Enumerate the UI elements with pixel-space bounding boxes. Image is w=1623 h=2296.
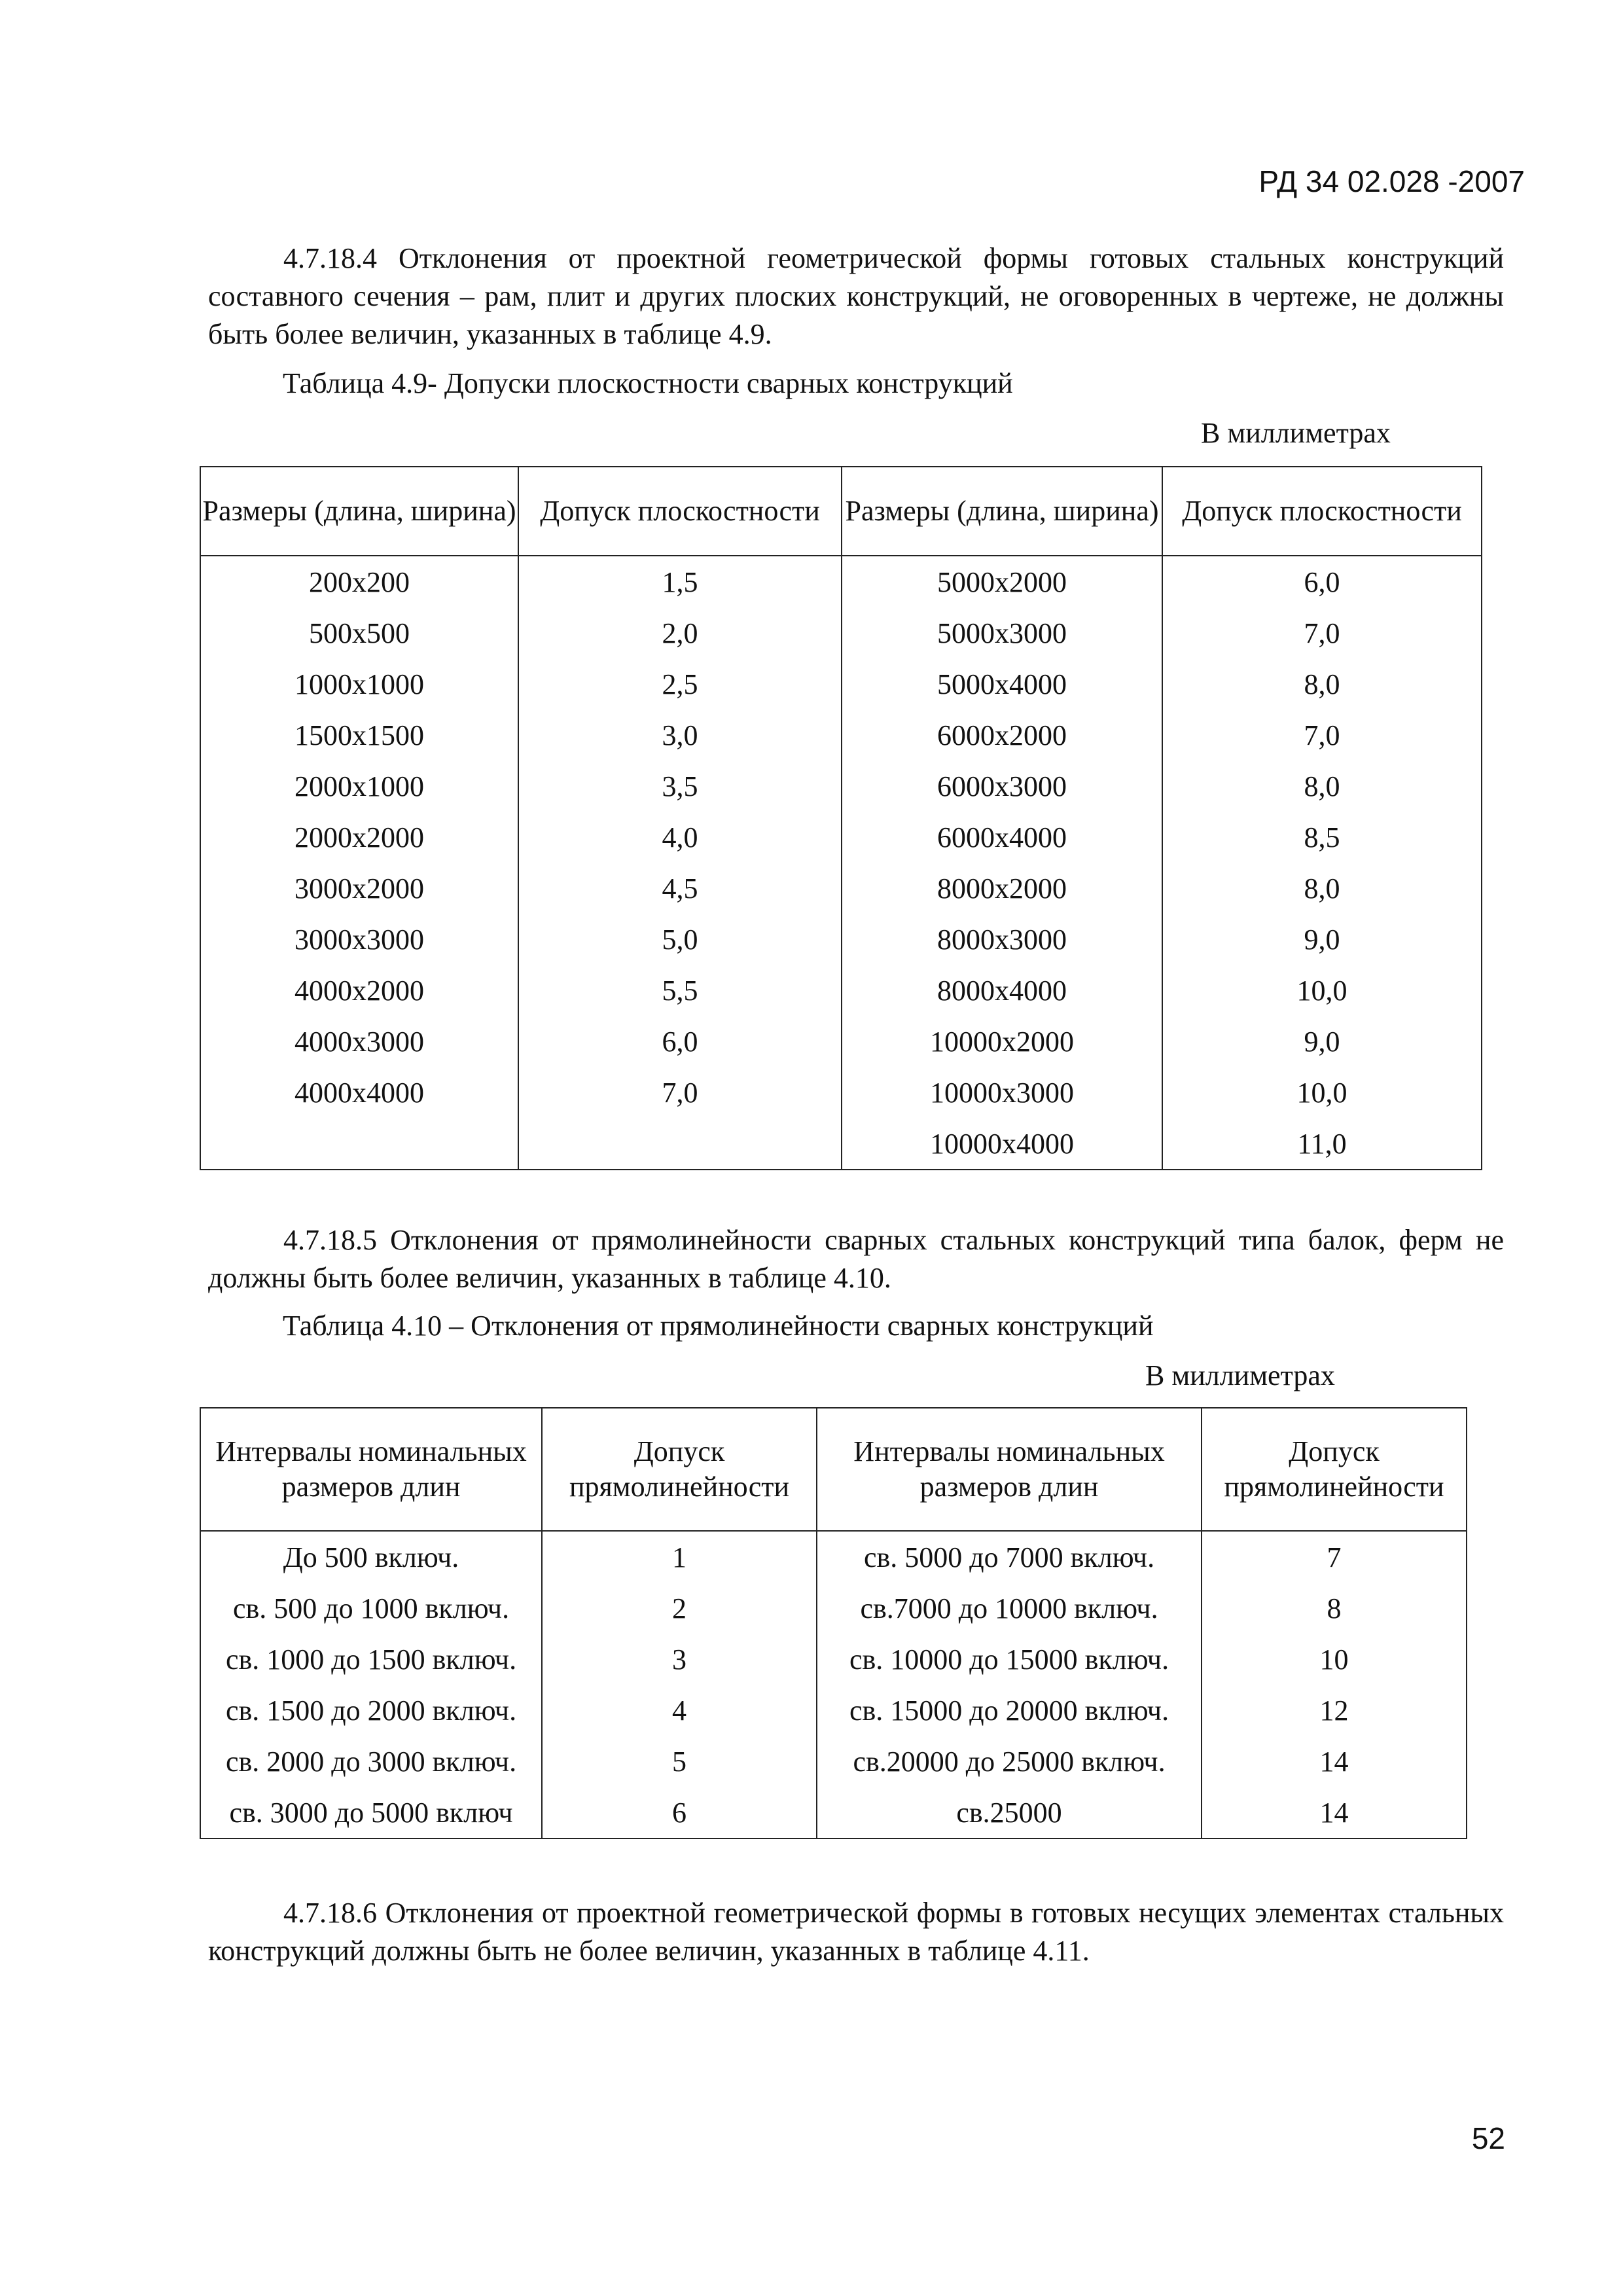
header-cell: Допуск плоскостности	[1162, 467, 1482, 556]
table-cell	[200, 1118, 518, 1170]
table-row	[200, 1583, 1467, 1634]
table-cell: 10,0	[1162, 965, 1482, 1016]
header-cell: Интервалы номинальных размеров длин	[200, 1408, 542, 1531]
table-cell: 11,0	[1162, 1118, 1482, 1170]
table-cell: 5,0	[518, 914, 842, 965]
table-cell: св.25000	[817, 1787, 1202, 1839]
table-cell: 8,5	[1162, 812, 1482, 863]
table-cell: 10000x3000	[842, 1067, 1162, 1118]
table-cell: 6,0	[518, 1016, 842, 1067]
table-cell: 10000x2000	[842, 1016, 1162, 1067]
table-cell: 4000x2000	[200, 965, 518, 1016]
table-cell: 5	[542, 1736, 817, 1787]
table-cell: 5000x2000	[842, 556, 1162, 607]
table-cell: 8,0	[1162, 761, 1482, 812]
table-row	[200, 607, 1482, 658]
table-cell: 5000x4000	[842, 658, 1162, 709]
table-row	[200, 1787, 1467, 1839]
table-cell: 7,0	[1162, 709, 1482, 761]
header-cell: Размеры (длина, ширина)	[842, 467, 1162, 556]
table-cell: 8,0	[1162, 658, 1482, 709]
table-row	[200, 1685, 1467, 1736]
table-header-row	[200, 467, 1482, 556]
table-cell: 6,0	[1162, 556, 1482, 607]
table-cell: 7	[1202, 1531, 1467, 1583]
table-cell: 10	[1202, 1634, 1467, 1685]
table-cell: св. 1500 до 2000 включ.	[200, 1685, 542, 1736]
table-row	[200, 1016, 1482, 1067]
table-cell: св. 1000 до 1500 включ.	[200, 1634, 542, 1685]
table-cell: 3000x3000	[200, 914, 518, 965]
table-cell: 10000x4000	[842, 1118, 1162, 1170]
table-row	[200, 556, 1482, 607]
paragraph-4-7-18-5	[208, 1221, 1504, 1297]
table-cell: 1	[542, 1531, 817, 1583]
table-row	[200, 812, 1482, 863]
paragraph-4-7-18-4	[208, 240, 1504, 353]
table-cell: 10,0	[1162, 1067, 1482, 1118]
table-cell: 8,0	[1162, 863, 1482, 914]
table-cell: св.7000 до 10000 включ.	[817, 1583, 1202, 1634]
header-cell: Допуск прямолинейности	[542, 1408, 817, 1531]
table-cell: 2	[542, 1583, 817, 1634]
table-cell: 5,5	[518, 965, 842, 1016]
table-cell: 6000x2000	[842, 709, 1162, 761]
table-cell: 2,0	[518, 607, 842, 658]
table-cell: 200x200	[200, 556, 518, 607]
table-row	[200, 761, 1482, 812]
table-cell	[518, 1118, 842, 1170]
table-row	[200, 965, 1482, 1016]
table-cell: 4,0	[518, 812, 842, 863]
table-cell: 8	[1202, 1583, 1467, 1634]
table-row	[200, 863, 1482, 914]
table-cell: 6000x3000	[842, 761, 1162, 812]
header-cell: Размеры (длина, ширина)	[200, 467, 518, 556]
table-cell: св. 10000 до 15000 включ.	[817, 1634, 1202, 1685]
paragraph-4-7-18-6	[208, 1894, 1504, 1970]
table-row	[200, 1531, 1467, 1583]
table-cell: св. 3000 до 5000 включ	[200, 1787, 542, 1839]
table-4-10-unit: В миллиметрах	[1145, 1359, 1335, 1391]
table-row	[200, 709, 1482, 761]
table-row	[200, 914, 1482, 965]
document-code: РД 34 02.028 -2007	[1258, 164, 1525, 198]
table-cell: 4000x4000	[200, 1067, 518, 1118]
table-4-9-unit: В миллиметрах	[1201, 417, 1391, 449]
header-cell: Допуск прямолинейности	[1202, 1408, 1467, 1531]
paragraph-text: 4.7.18.5 Отклонения от прямолинейности сварных стальных конструкций типа балок, ферм не должны быть более величин, указанных в таблице 4.10.	[208, 1224, 1504, 1294]
table-row	[200, 1067, 1482, 1118]
table-cell: св. 500 до 1000 включ.	[200, 1583, 542, 1634]
table-cell: св. 15000 до 20000 включ.	[817, 1685, 1202, 1736]
header-cell: Допуск плоскостности	[518, 467, 842, 556]
table-cell: 9,0	[1162, 1016, 1482, 1067]
table-cell: 4	[542, 1685, 817, 1736]
table-cell: 12	[1202, 1685, 1467, 1736]
table-cell: 3,0	[518, 709, 842, 761]
table-4-9	[200, 466, 1482, 1170]
table-row	[200, 658, 1482, 709]
table-4-10-caption: Таблица 4.10 – Отклонения от прямолинейности сварных конструкций	[283, 1310, 1154, 1342]
table-cell: 8000x3000	[842, 914, 1162, 965]
table-cell: 7,0	[518, 1067, 842, 1118]
table-cell: 4,5	[518, 863, 842, 914]
table-cell: 1000x1000	[200, 658, 518, 709]
table-cell: 4000x3000	[200, 1016, 518, 1067]
table-cell: 3	[542, 1634, 817, 1685]
table-cell: 2000x1000	[200, 761, 518, 812]
table-cell: 3,5	[518, 761, 842, 812]
header-cell: Интервалы номинальных размеров длин	[817, 1408, 1202, 1531]
table-cell: 2000x2000	[200, 812, 518, 863]
table-cell: 2,5	[518, 658, 842, 709]
table-cell: св. 5000 до 7000 включ.	[817, 1531, 1202, 1583]
table-cell: св. 2000 до 3000 включ.	[200, 1736, 542, 1787]
table-cell: 8000x2000	[842, 863, 1162, 914]
table-row	[200, 1736, 1467, 1787]
paragraph-text: 4.7.18.6 Отклонения от проектной геометрической формы в готовых несущих элементах стальных конструкций должны быть не более величин, указанных в таблице 4.11.	[208, 1897, 1504, 1967]
table-cell: 8000x4000	[842, 965, 1162, 1016]
table-cell: 1500x1500	[200, 709, 518, 761]
page-number: 52	[1471, 2121, 1505, 2155]
table-cell: св.20000 до 25000 включ.	[817, 1736, 1202, 1787]
table-header-row	[200, 1408, 1467, 1531]
table-4-9-caption: Таблица 4.9- Допуски плоскостности сварных конструкций	[283, 367, 1013, 399]
table-cell: 14	[1202, 1787, 1467, 1839]
table-cell: 6000x4000	[842, 812, 1162, 863]
table-cell: До 500 включ.	[200, 1531, 542, 1583]
table-cell: 500x500	[200, 607, 518, 658]
table-cell: 9,0	[1162, 914, 1482, 965]
table-cell: 1,5	[518, 556, 842, 607]
table-4-10	[200, 1407, 1467, 1839]
table-cell: 3000x2000	[200, 863, 518, 914]
table-cell: 7,0	[1162, 607, 1482, 658]
table-row	[200, 1634, 1467, 1685]
table-row	[200, 1118, 1482, 1170]
table-cell: 14	[1202, 1736, 1467, 1787]
table-cell: 5000x3000	[842, 607, 1162, 658]
table-cell: 6	[542, 1787, 817, 1839]
paragraph-text: 4.7.18.4 Отклонения от проектной геометрической формы готовых стальных конструкций составного сечения – рам, плит и других плоских конструкций, не оговоренных в чертеже, не должны быть более величин, указанных в таблице 4.9.	[208, 242, 1504, 350]
